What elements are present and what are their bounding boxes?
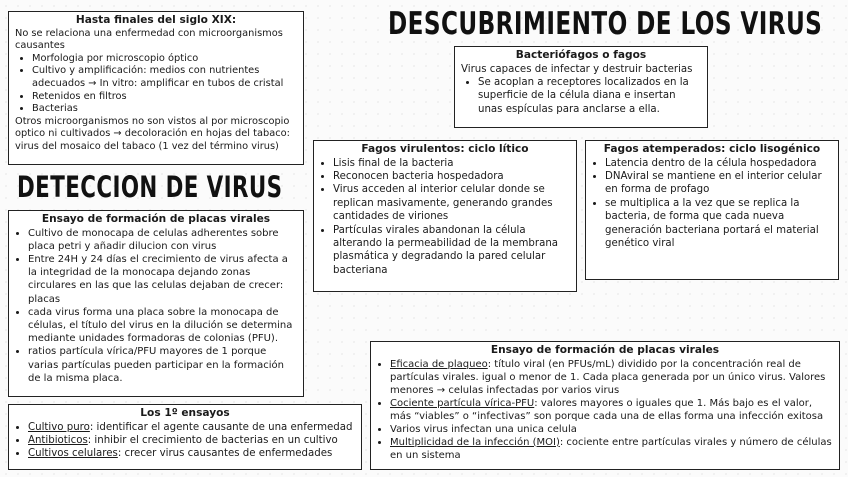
plaque-right-item bbox=[390, 358, 833, 397]
first-assays-box bbox=[8, 404, 362, 470]
lytic-item: • Partículas virales abandonan la célula alterando la permeabilidad de la membrana plasmática y degradando la pared celular bacteriana bbox=[333, 224, 570, 278]
plaque-left-item: • Entre 24H y 24 días el crecimiento de virus afecta a la integridad de la monocapa dejando zonas circulares en las que las celulas dejaban de crecer: placas bbox=[28, 253, 297, 306]
phages-intro: Virus capaces de infectar y destruir bacterias bbox=[461, 63, 693, 75]
lytic-cycle-box bbox=[313, 140, 577, 292]
plaque-left-item: • ratios partícula vírica/PFU mayores de 1 porque varias partículas pueden participar en la formación de la misma placa. bbox=[28, 345, 297, 385]
term: Cultivos celulares bbox=[28, 448, 118, 460]
first-assays-item bbox=[28, 447, 355, 460]
history-item: • Cultivo y amplificación: medios con nutrientes adecuados → In vitro: amplificar en tubos de cristal bbox=[32, 65, 297, 90]
lytic-list bbox=[320, 157, 570, 278]
term: Eficacia de plaqueo bbox=[390, 358, 488, 370]
phages-list bbox=[461, 76, 701, 116]
plaque-left-item: • cada virus forma una placa sobre la monocapa de células, el título del virus en la dilución se determina mediante unidades formadoras de colonias (PFU). bbox=[28, 306, 297, 346]
history-heading: Hasta finales del siglo XIX: bbox=[75, 14, 237, 26]
first-assays-item bbox=[28, 434, 355, 447]
phages-heading: Bacteriófagos o fagos bbox=[515, 49, 647, 61]
phages-item: • Se acoplan a receptores localizados en la superficie de la célula diana e insertan unas espículas para anclarse a ella. bbox=[478, 76, 701, 116]
definition: : identificar el agente causante de una enfermedad bbox=[89, 421, 353, 433]
definition: : título viral (en PFUs/mL) dividido por la concentración real de partículas virales. igual o menor de 1. Cada placa generada por un único virus. Valores menores → celulas infectadas por varios virus bbox=[390, 358, 826, 396]
lysogenic-item: • Latencia dentro de la célula hospedadora bbox=[605, 157, 832, 170]
history-box bbox=[8, 11, 304, 165]
definition: : crecer virus causantes de enfermedades bbox=[117, 448, 333, 460]
history-item: • Retenidos en filtros bbox=[32, 91, 297, 104]
lysogenic-cycle-box bbox=[585, 140, 839, 280]
term: Cultivo puro bbox=[28, 421, 90, 433]
definition: : inhibir el crecimiento de bacterias en un cultivo bbox=[87, 435, 338, 446]
plaque-left-list bbox=[15, 227, 297, 385]
plaque-assay-right-box bbox=[370, 341, 840, 470]
lysogenic-list bbox=[592, 157, 832, 251]
history-item: • Morfologia por microscopio óptico bbox=[32, 53, 297, 66]
plaque-right-list bbox=[377, 358, 833, 462]
main-title: DESCUBRIMIENTO DE LOS VIRUS bbox=[388, 6, 823, 42]
plaque-left-item: • Cultivo de monocapa de celulas adherentes sobre placa petri y añadir dilucion con virus bbox=[28, 227, 297, 253]
term: Antibioticos bbox=[28, 435, 88, 446]
history-list bbox=[15, 53, 297, 116]
detection-title: DETECCION DE VIRUS bbox=[17, 170, 283, 204]
history-intro: No se relaciona una enfermedad con microorganismos causantes bbox=[15, 27, 283, 52]
history-outro: Otros microorganismos no son vistos al por microscopio optico ni cultivados → decoloración en hojas del tabaco: virus del mosaico del tabaco (1 vez del término virus) bbox=[15, 115, 290, 152]
term: Multiplicidad de la infección (MOI) bbox=[390, 436, 560, 448]
plaque-right-item bbox=[390, 423, 833, 436]
definition: : valores mayores o iguales que 1. Más bajo es el valor, más “viables” o “infectivas” son porque cada una de ellas forma una infección exitosa bbox=[390, 397, 824, 422]
lysogenic-item: • DNAviral se mantiene en el interior celular en forma de profago bbox=[605, 170, 832, 197]
term: Cociente partícula vírica-PFU bbox=[390, 397, 535, 409]
plaque-left-heading: Ensayo de formación de placas virales bbox=[41, 213, 271, 225]
history-item: • Bacterias bbox=[32, 103, 297, 116]
lysogenic-heading: Fagos atemperados: ciclo lisogénico bbox=[603, 143, 821, 155]
first-assays-list bbox=[15, 421, 355, 461]
first-assays-heading: Los 1º ensayos bbox=[140, 407, 230, 419]
lytic-item: • Virus acceden al interior celular donde se replican masivamente, generando grandes cantidades de viriones bbox=[333, 183, 570, 223]
plaque-assay-left-box bbox=[8, 210, 304, 397]
plaque-right-heading: Ensayo de formación de placas virales bbox=[490, 344, 720, 356]
lytic-item: • Lisis final de la bacteria bbox=[333, 157, 570, 170]
definition: Varios virus infectan una unica celula bbox=[390, 423, 577, 435]
plaque-right-item bbox=[390, 397, 833, 423]
first-assays-item bbox=[28, 421, 355, 434]
lytic-item: • Reconocen bacteria hospedadora bbox=[333, 170, 570, 183]
plaque-right-item bbox=[390, 436, 833, 462]
lytic-heading: Fagos virulentos: ciclo lítico bbox=[361, 143, 529, 155]
phages-box bbox=[454, 46, 708, 128]
definition: : cociente entre partículas virales y número de células en un sistema bbox=[390, 436, 832, 461]
lysogenic-item: • se multiplica a la vez que se replica la bacteria, de forma que cada nueva generación bacteriana portará el material genético viral bbox=[605, 197, 832, 251]
